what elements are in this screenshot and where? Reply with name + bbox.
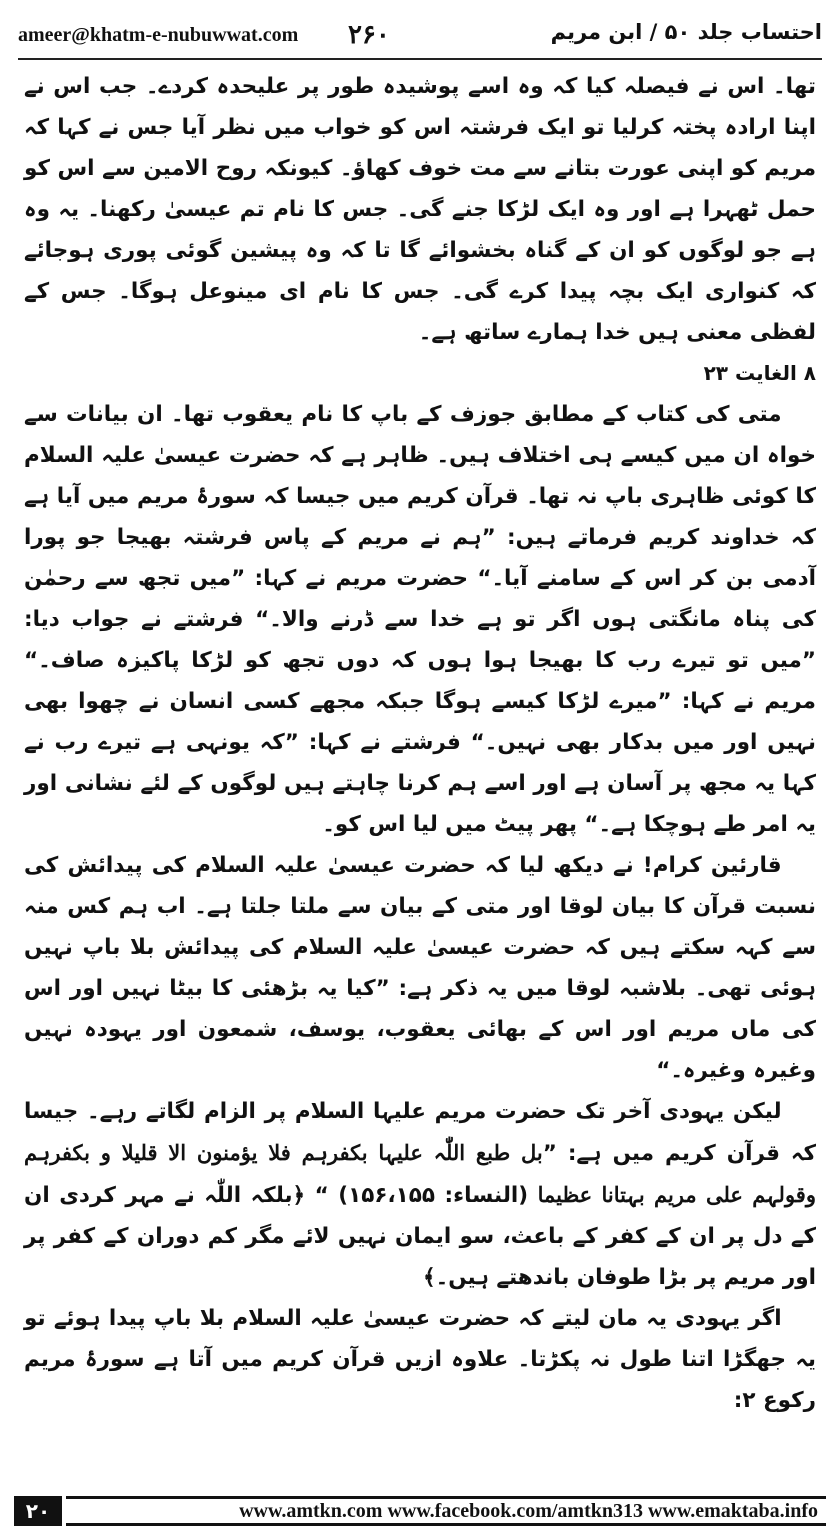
paragraph-2: متی کی کتاب کے مطابق جوزف کے باپ کا نام یعقوب تھا۔ ان بیانات سے خواہ ان میں کیسے ہی اختلاف ہیں۔ ظاہر ہے کہ حضرت عیسیٰ علیہ السلام کا کوئی ظاہری باپ نہ تھا۔ قرآن کریم میں جیسا کہ سورۂ مریم میں آیا ہے کہ خداوند کریم فرماتے ہیں: ”ہم نے مریم کے پاس فرشتہ بھیجا جو پورا آدمی بن کر اس کے سامنے آیا۔“ حضرت مریم نے کہا: ”میں تجھ سے رحمٰن کی پناہ مانگتی ہوں اگر تو ہے خدا سے ڈرنے والا۔“ فرشتے نے جواب دیا: ”میں تو تیرے رب کا بھیجا ہوا ہوں کہ دوں تجھ کو لڑکا پاکیزہ صاف۔“ مریم نے کہا: ”میرے لڑکا کیسے ہوگا جبکہ مجھے کسی انسان نے چھوا بھی نہیں اور میں بدکار بھی نہیں۔“ فرشتے نے کہا: ”کہ یونہی ہے تیرے رب نے کہا یہ مجھ پر آسان ہے اور اسے ہم کرنا چاہتے ہیں لوگوں کے لئے نشانی اور یہ امر طے ہوچکا ہے۔“ پھر پیٹ میں لیا اس کو۔ (24, 402, 816, 837)
footer-links[interactable]: www.amtkn.com www.facebook.com/amtkn313 www.emaktaba.info (239, 1500, 818, 1522)
paragraph-1: تھا۔ اس نے فیصلہ کیا کہ وہ اسے پوشیدہ طور پر علیحدہ کردے۔ جب اس نے اپنا ارادہ پختہ کرلیا تو ایک فرشتہ اس کو خواب میں نظر آیا جس نے کہا کہ مریم کو اپنی عورت بتانے سے مت خوف کھاؤ۔ کیونکہ روح الامین سے اس کو حمل ٹھہرا ہے اور وہ ایک لڑکا جنے گی۔ جس کا نام تم عیسیٰ رکھنا۔ یہ وہ ہے جو لوگوں کو ان کے گناہ بخشوائے گا تا کہ وہ پیشین گوئی پوری ہوجائے کہ کنواری ایک بچہ پیدا کرے گی۔ جس کا نام ای مینوعل ہوگا۔ جس کے لفظی معنی ہیں خدا ہمارے ساتھ ہے۔ (24, 74, 816, 345)
header-page-number: ۲۶۰ (348, 20, 390, 50)
footer-bar (66, 1496, 826, 1526)
page-footer (14, 1494, 826, 1530)
header-email: ameer@khatm-e-nubuwwat.com (18, 24, 299, 46)
footer-page-number: ۲۰ (14, 1496, 62, 1526)
paragraph-4: اگر یہودی یہ مان لیتے کہ حضرت عیسیٰ علیہ السلام بلا باپ پیدا ہوئے تو یہ جھگڑا اتنا طول نہ پکڑتا۔ علاوہ ازیں قرآن کریم میں آتا ہے سورۂ مریم رکوع ۲: (24, 1306, 816, 1413)
header-rule (18, 58, 822, 60)
paragraph-quran (24, 1091, 816, 1298)
page-header (18, 14, 822, 60)
verse-translation: ﴿بلکہ اللّٰہ نے مہر کردی ان کے دل پر ان کے کفر کے باعث، سو ایمان نہیں لائے مگر کم دوران کے کفر پر اور مریم پر بڑا طوفان باندھتے ہیں۔﴾ (24, 1183, 816, 1290)
arabic-verse: بل طبع اللّٰہ علیہا بکفرہم فلا یؤمنون الا قلیلا و بکفرہم وقولہم علی مریم بہتانا عظیما (24, 1140, 816, 1207)
verse-citation: (النساء: ۱۵۶،۱۵۵) “ (305, 1183, 538, 1208)
page-body (24, 66, 816, 1421)
quran-intro: لیکن یہودی آخر تک حضرت مریم علیہا السلام پر الزام لگاتے رہے۔ جیسا کہ قرآن کریم میں ہے: ” (24, 1099, 816, 1166)
reference-line: ۸ الغایت ۲۳ (703, 361, 816, 385)
paragraph-3: قارئین کرام! نے دیکھ لیا کہ حضرت عیسیٰ علیہ السلام کی پیدائش کی نسبت قرآن کا بیان لوقا اور متی کے بیان سے ملتا جلتا ہے۔ اب ہم کس منہ سے کہہ سکتے ہیں کہ حضرت عیسیٰ علیہ السلام کی پیدائش بلا باپ نہیں ہوئی تھی۔ بلاشبہ لوقا میں یہ ذکر ہے: ”کیا یہ بڑھئی کا بیٹا نہیں اور اس کی ماں مریم اور اس کے بھائی یعقوب، یوسف، شمعون اور یہودہ نہیں وغیرہ وغیرہ۔“ (24, 853, 816, 1083)
running-title: احتساب جلد ۵۰ / ابن مریم (550, 20, 822, 44)
